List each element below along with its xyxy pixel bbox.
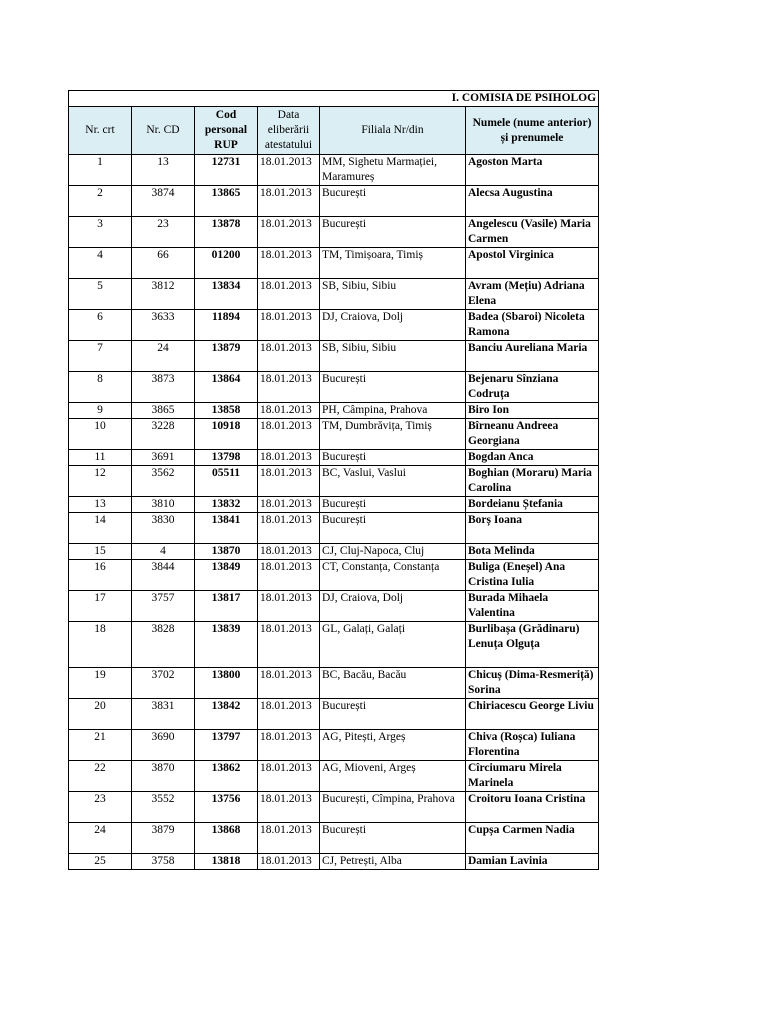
row-nr-crt: 21 bbox=[69, 730, 132, 761]
row-cod: 13834 bbox=[195, 279, 258, 310]
row-data: 18.01.2013 bbox=[258, 668, 320, 699]
table-row bbox=[69, 403, 599, 419]
row-cod: 01200 bbox=[195, 248, 258, 279]
row-data: 18.01.2013 bbox=[258, 403, 320, 419]
table-row bbox=[69, 341, 599, 372]
row-data: 18.01.2013 bbox=[258, 497, 320, 513]
row-nume: Burlibașa (Grădinaru) Lenuța Olguța bbox=[466, 622, 599, 668]
row-cod: 13817 bbox=[195, 591, 258, 622]
row-nr-crt: 19 bbox=[69, 668, 132, 699]
row-nr-cd: 3831 bbox=[132, 699, 195, 730]
row-data: 18.01.2013 bbox=[258, 372, 320, 403]
row-cod: 11894 bbox=[195, 310, 258, 341]
table-row bbox=[69, 466, 599, 497]
commission-title: I. COMISIA DE PSIHOLOG bbox=[69, 91, 599, 107]
row-nume: Croitoru Ioana Cristina bbox=[466, 792, 599, 823]
row-nr-crt: 24 bbox=[69, 823, 132, 854]
row-cod: 13842 bbox=[195, 699, 258, 730]
row-nr-cd: 3690 bbox=[132, 730, 195, 761]
table-row bbox=[69, 730, 599, 761]
row-filiala: CJ, Petrești, Alba bbox=[320, 854, 466, 870]
row-data: 18.01.2013 bbox=[258, 450, 320, 466]
row-cod: 13841 bbox=[195, 513, 258, 544]
row-data: 18.01.2013 bbox=[258, 466, 320, 497]
row-cod: 13756 bbox=[195, 792, 258, 823]
row-nume: Apostol Virginica bbox=[466, 248, 599, 279]
row-nume: Chiriacescu George Liviu bbox=[466, 699, 599, 730]
row-nume: Chicuș (Dima-Resmeriță) Sorina bbox=[466, 668, 599, 699]
row-nume: Badea (Sbaroi) Nicoleta Ramona bbox=[466, 310, 599, 341]
row-nume: Bordeianu Ștefania bbox=[466, 497, 599, 513]
row-filiala: SB, Sibiu, Sibiu bbox=[320, 279, 466, 310]
row-cod: 13839 bbox=[195, 622, 258, 668]
row-cod: 10918 bbox=[195, 419, 258, 450]
header-cod: Cod personal RUP bbox=[195, 107, 258, 155]
row-nr-crt: 16 bbox=[69, 560, 132, 591]
row-nr-crt: 2 bbox=[69, 186, 132, 217]
row-nr-cd: 66 bbox=[132, 248, 195, 279]
row-nume: Borș Ioana bbox=[466, 513, 599, 544]
header-nr-cd: Nr. CD bbox=[132, 107, 195, 155]
row-nr-crt: 23 bbox=[69, 792, 132, 823]
row-nr-crt: 10 bbox=[69, 419, 132, 450]
table-row bbox=[69, 622, 599, 668]
row-filiala: CT, Constanța, Constanța bbox=[320, 560, 466, 591]
row-filiala: București bbox=[320, 186, 466, 217]
row-nume: Cupșa Carmen Nadia bbox=[466, 823, 599, 854]
row-nume: Cîrciumaru Mirela Marinela bbox=[466, 761, 599, 792]
row-nr-cd: 3552 bbox=[132, 792, 195, 823]
row-nr-cd: 3810 bbox=[132, 497, 195, 513]
row-nr-crt: 17 bbox=[69, 591, 132, 622]
row-cod: 13862 bbox=[195, 761, 258, 792]
row-cod: 13879 bbox=[195, 341, 258, 372]
row-cod: 13797 bbox=[195, 730, 258, 761]
row-data: 18.01.2013 bbox=[258, 419, 320, 450]
row-data: 18.01.2013 bbox=[258, 792, 320, 823]
row-nr-cd: 3870 bbox=[132, 761, 195, 792]
header-row bbox=[69, 107, 599, 155]
table-row bbox=[69, 310, 599, 341]
row-nume: Damian Lavinia bbox=[466, 854, 599, 870]
row-nr-cd: 3757 bbox=[132, 591, 195, 622]
row-filiala: București bbox=[320, 699, 466, 730]
row-nume: Angelescu (Vasile) Maria Carmen bbox=[466, 217, 599, 248]
row-data: 18.01.2013 bbox=[258, 622, 320, 668]
row-nr-cd: 3691 bbox=[132, 450, 195, 466]
table-row bbox=[69, 217, 599, 248]
row-filiala: BC, Vaslui, Vaslui bbox=[320, 466, 466, 497]
row-nr-crt: 11 bbox=[69, 450, 132, 466]
row-nume: Burada Mihaela Valentina bbox=[466, 591, 599, 622]
row-cod: 12731 bbox=[195, 155, 258, 186]
row-data: 18.01.2013 bbox=[258, 341, 320, 372]
row-nr-crt: 25 bbox=[69, 854, 132, 870]
table-row bbox=[69, 279, 599, 310]
row-data: 18.01.2013 bbox=[258, 217, 320, 248]
row-nr-cd: 3874 bbox=[132, 186, 195, 217]
row-filiala: București bbox=[320, 513, 466, 544]
table-row bbox=[69, 792, 599, 823]
row-cod: 13870 bbox=[195, 544, 258, 560]
table-row bbox=[69, 372, 599, 403]
row-data: 18.01.2013 bbox=[258, 591, 320, 622]
row-nr-crt: 4 bbox=[69, 248, 132, 279]
row-nr-cd: 3865 bbox=[132, 403, 195, 419]
row-data: 18.01.2013 bbox=[258, 310, 320, 341]
row-nr-crt: 14 bbox=[69, 513, 132, 544]
row-filiala: București bbox=[320, 497, 466, 513]
table-row bbox=[69, 544, 599, 560]
table-row bbox=[69, 248, 599, 279]
row-nr-cd: 3879 bbox=[132, 823, 195, 854]
row-cod: 13849 bbox=[195, 560, 258, 591]
row-nr-cd: 3812 bbox=[132, 279, 195, 310]
table-row bbox=[69, 450, 599, 466]
row-data: 18.01.2013 bbox=[258, 823, 320, 854]
row-nr-crt: 20 bbox=[69, 699, 132, 730]
row-nume: Alecsa Augustina bbox=[466, 186, 599, 217]
row-nr-cd: 4 bbox=[132, 544, 195, 560]
row-nr-crt: 22 bbox=[69, 761, 132, 792]
row-data: 18.01.2013 bbox=[258, 699, 320, 730]
row-nr-crt: 18 bbox=[69, 622, 132, 668]
row-data: 18.01.2013 bbox=[258, 186, 320, 217]
header-filiala: Filiala Nr/din bbox=[320, 107, 466, 155]
row-cod: 13878 bbox=[195, 217, 258, 248]
row-cod: 13818 bbox=[195, 854, 258, 870]
table-row bbox=[69, 513, 599, 544]
row-filiala: PH, Câmpina, Prahova bbox=[320, 403, 466, 419]
row-cod: 13798 bbox=[195, 450, 258, 466]
row-nume: Chiva (Roșca) Iuliana Florentina bbox=[466, 730, 599, 761]
row-nr-crt: 9 bbox=[69, 403, 132, 419]
row-filiala: DJ, Craiova, Dolj bbox=[320, 591, 466, 622]
row-filiala: București bbox=[320, 823, 466, 854]
row-nr-crt: 7 bbox=[69, 341, 132, 372]
row-filiala: TM, Timișoara, Timiș bbox=[320, 248, 466, 279]
table-row bbox=[69, 419, 599, 450]
row-nume: Banciu Aureliana Maria bbox=[466, 341, 599, 372]
table-row bbox=[69, 560, 599, 591]
row-cod: 13800 bbox=[195, 668, 258, 699]
row-nume: Avram (Mețiu) Adriana Elena bbox=[466, 279, 599, 310]
row-filiala: BC, Bacău, Bacău bbox=[320, 668, 466, 699]
row-data: 18.01.2013 bbox=[258, 279, 320, 310]
title-row bbox=[69, 91, 599, 107]
row-data: 18.01.2013 bbox=[258, 761, 320, 792]
row-filiala: MM, Sighetu Marmației, Maramureș bbox=[320, 155, 466, 186]
row-data: 18.01.2013 bbox=[258, 155, 320, 186]
row-nr-crt: 13 bbox=[69, 497, 132, 513]
table-row bbox=[69, 591, 599, 622]
row-data: 18.01.2013 bbox=[258, 248, 320, 279]
table-row bbox=[69, 186, 599, 217]
row-filiala: GL, Galați, Galați bbox=[320, 622, 466, 668]
row-filiala: AG, Mioveni, Argeș bbox=[320, 761, 466, 792]
row-cod: 13864 bbox=[195, 372, 258, 403]
header-nr-crt: Nr. crt bbox=[69, 107, 132, 155]
row-data: 18.01.2013 bbox=[258, 513, 320, 544]
row-nr-crt: 5 bbox=[69, 279, 132, 310]
row-cod: 13868 bbox=[195, 823, 258, 854]
row-filiala: AG, Pitești, Argeș bbox=[320, 730, 466, 761]
row-nume: Biro Ion bbox=[466, 403, 599, 419]
row-filiala: SB, Sibiu, Sibiu bbox=[320, 341, 466, 372]
row-filiala: București bbox=[320, 217, 466, 248]
row-cod: 13832 bbox=[195, 497, 258, 513]
row-filiala: TM, Dumbrăvița, Timiș bbox=[320, 419, 466, 450]
row-nr-cd: 23 bbox=[132, 217, 195, 248]
row-nr-cd: 24 bbox=[132, 341, 195, 372]
row-data: 18.01.2013 bbox=[258, 730, 320, 761]
row-data: 18.01.2013 bbox=[258, 544, 320, 560]
row-nume: Agoston Marta bbox=[466, 155, 599, 186]
row-nr-cd: 3758 bbox=[132, 854, 195, 870]
row-nr-crt: 1 bbox=[69, 155, 132, 186]
row-nr-cd: 3873 bbox=[132, 372, 195, 403]
row-nr-crt: 12 bbox=[69, 466, 132, 497]
row-nume: Buliga (Eneșel) Ana Cristina Iulia bbox=[466, 560, 599, 591]
row-nume: Boghian (Moraru) Maria Carolina bbox=[466, 466, 599, 497]
row-filiala: DJ, Craiova, Dolj bbox=[320, 310, 466, 341]
row-nume: Bota Melinda bbox=[466, 544, 599, 560]
table-row bbox=[69, 854, 599, 870]
table-row bbox=[69, 699, 599, 730]
row-data: 18.01.2013 bbox=[258, 560, 320, 591]
table-row bbox=[69, 497, 599, 513]
row-nr-cd: 3702 bbox=[132, 668, 195, 699]
row-cod: 13858 bbox=[195, 403, 258, 419]
row-nume: Bogdan Anca bbox=[466, 450, 599, 466]
row-nr-crt: 6 bbox=[69, 310, 132, 341]
row-filiala: București, Cîmpina, Prahova bbox=[320, 792, 466, 823]
row-data: 18.01.2013 bbox=[258, 854, 320, 870]
row-nr-cd: 13 bbox=[132, 155, 195, 186]
row-nr-crt: 3 bbox=[69, 217, 132, 248]
row-nr-crt: 8 bbox=[69, 372, 132, 403]
row-filiala: București bbox=[320, 372, 466, 403]
row-nr-cd: 3830 bbox=[132, 513, 195, 544]
header-nume: Numele (nume anterior) și prenumele bbox=[466, 107, 599, 155]
header-data: Data eliberării atestatului bbox=[258, 107, 320, 155]
psychologist-registry-table bbox=[68, 90, 599, 870]
table-body bbox=[69, 155, 599, 870]
row-cod: 05511 bbox=[195, 466, 258, 497]
row-nume: Bîrneanu Andreea Georgiana bbox=[466, 419, 599, 450]
row-cod: 13865 bbox=[195, 186, 258, 217]
row-nr-cd: 3633 bbox=[132, 310, 195, 341]
row-nr-cd: 3844 bbox=[132, 560, 195, 591]
row-filiala: București bbox=[320, 450, 466, 466]
row-nume: Bejenaru Sînziana Codruța bbox=[466, 372, 599, 403]
row-nr-cd: 3828 bbox=[132, 622, 195, 668]
row-filiala: CJ, Cluj-Napoca, Cluj bbox=[320, 544, 466, 560]
table-row bbox=[69, 761, 599, 792]
row-nr-crt: 15 bbox=[69, 544, 132, 560]
row-nr-cd: 3228 bbox=[132, 419, 195, 450]
table-row bbox=[69, 823, 599, 854]
table-row bbox=[69, 155, 599, 186]
table-row bbox=[69, 668, 599, 699]
row-nr-cd: 3562 bbox=[132, 466, 195, 497]
